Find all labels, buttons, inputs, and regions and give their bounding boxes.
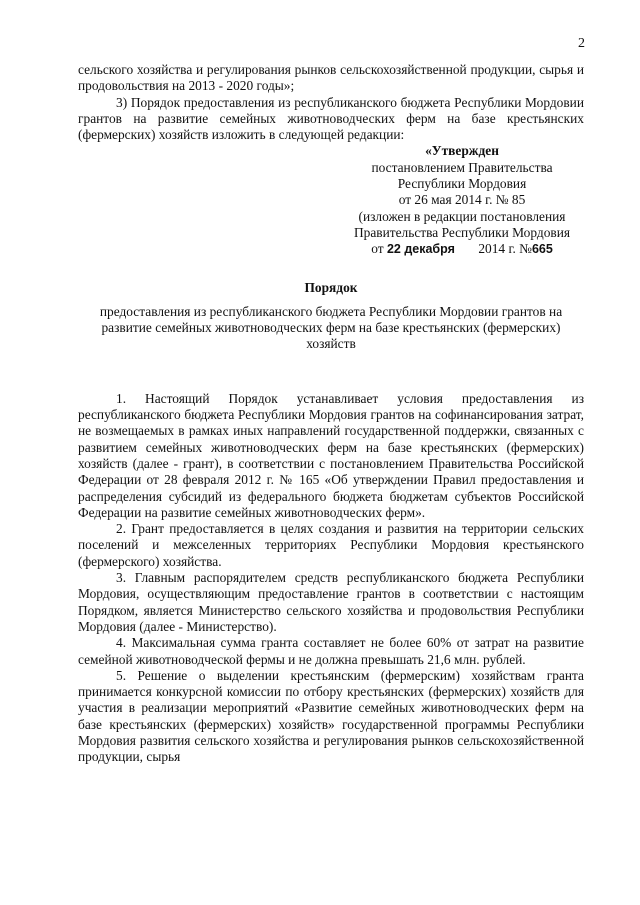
clause-1: 1. Настоящий Порядок устанавливает условия предоставления из республиканского бюджета Республики Мордовия грантов на софинансирования затрат, не возмещаемых в рамках иных направлений государственной поддержки, связанных с развитием семейных животноводческих ферм на базе крестьянских (фермерских) хозяйств (далее - грант), в соответствии с постановлением Правительства Российской Федерации от 28 февраля 2012 г. № 165 «Об утверждении Правил предоставления и распределения субсидий из федерального бюджета бюджетам субъектов Российской Федерации на развитие семейных животноводческих ферм». — [78, 390, 584, 520]
handwritten-number: 665 — [531, 242, 553, 257]
handwritten-date: 22 декабря — [386, 242, 455, 257]
stamp-line-4: от 26 мая 2014 г. № 85 — [398, 192, 526, 208]
document-title: Порядок — [304, 279, 358, 295]
clause-3: 3. Главным распорядителем средств республиканского бюджета Республики Мордовия, осуществляющим предоставление грантов в соответствии с настоящим Порядком, является Министерство сельского хозяйства и продовольствия Республики Мордовия (далее - Министерство). — [78, 570, 584, 634]
stamp-date-prefix: от — [371, 241, 384, 257]
stamp-line-approved: «Утвержден — [425, 143, 499, 159]
clause-5: 5. Решение о выделении крестьянским (фермерским) хозяйствам гранта принимается конкурсной комиссии по отбору крестьянских (фермерских) хозяйств для участия в реализации мероприятий «Развитие семейных животноводческих ферм на базе крестьянских (фермерских) хозяйств» государственной программы Республики Мордовия развития сельского хозяйства и регулирования рынков сельскохозяйственной продукции, сырья — [78, 667, 584, 765]
stamp-line-2: постановлением Правительства — [371, 159, 553, 175]
document-body — [78, 62, 584, 766]
clause-4: 4. Максимальная сумма гранта составляет не более 60% от затрат на развитие семейной животноводческой фермы и не должна превышать 21,6 млн. рублей. — [78, 635, 584, 667]
approval-stamp — [340, 143, 584, 257]
document-subtitle: предоставления из республиканского бюджета Республики Мордовии грантов на развитие семейных животноводческих ферм на базе крестьянских (фермерских) хозяйств — [99, 303, 563, 352]
continued-text: сельского хозяйства и регулирования рынков сельскохозяйственной продукции, сырья и продовольствия на 2013 - 2020 годы»; — [78, 62, 584, 94]
stamp-line-5: (изложен в редакции постановления — [358, 208, 566, 224]
page-number: 2 — [578, 36, 585, 51]
stamp-line-7 — [340, 241, 584, 257]
stamp-line-3: Республики Мордовия — [397, 176, 527, 192]
amendment-item-3: 3) Порядок предоставления из республиканского бюджета Республики Мордовии грантов на развитие семейных животноводческих ферм на базе крестьянских (фермерских) хозяйств изложить в следующей редакции: — [78, 94, 584, 143]
stamp-year-number: 2014 г. № — [478, 241, 532, 257]
clause-2: 2. Грант предоставляется в целях создания и развития на территории сельских поселений и межселенных территориях Республики Мордовия крестьянского (фермерского) хозяйства. — [78, 521, 584, 569]
stamp-line-6: Правительства Республики Мордовия — [353, 224, 571, 240]
